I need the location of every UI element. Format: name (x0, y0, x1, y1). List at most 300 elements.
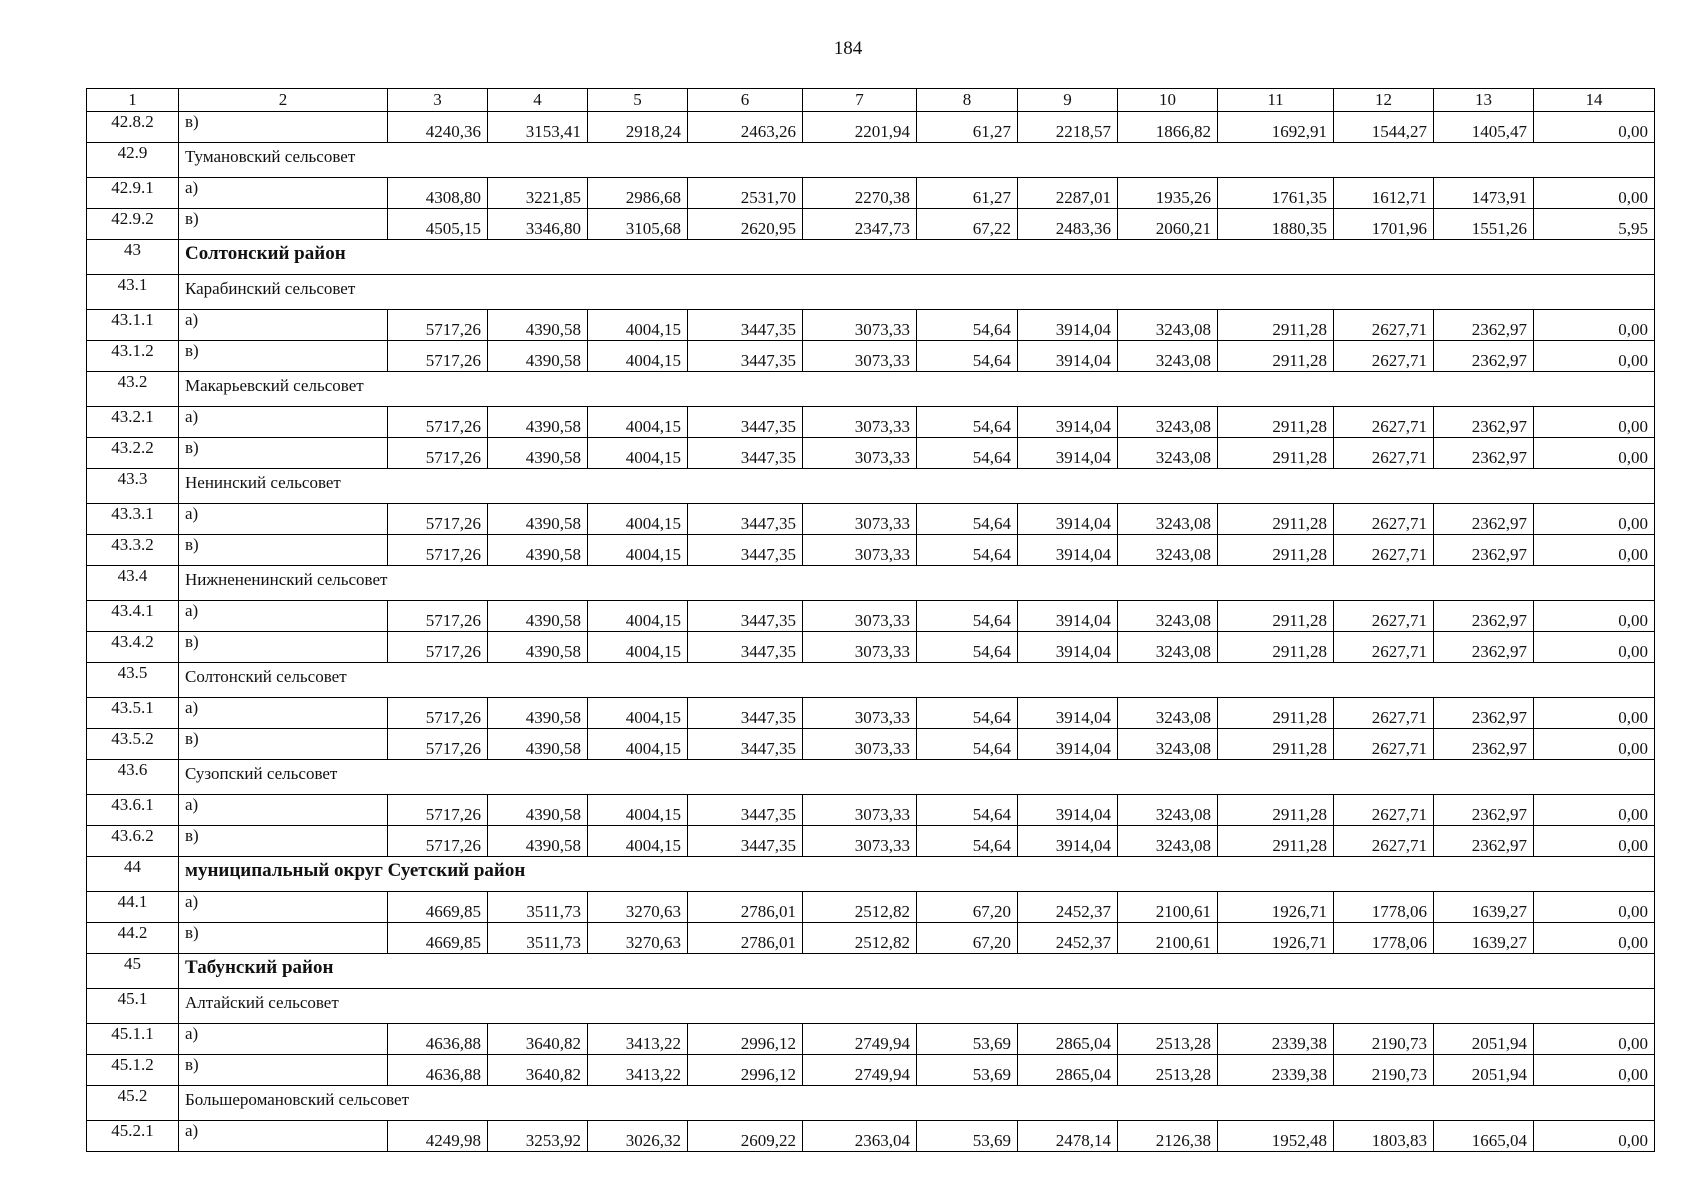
value-cell-col-13: 2362,97 (1434, 438, 1534, 469)
value-cell-col-10: 1866,82 (1118, 112, 1218, 143)
value-cell-col-9: 2452,37 (1018, 923, 1118, 954)
row-code: 43.6.2 (87, 826, 179, 857)
value-cell-col-4: 3346,80 (488, 209, 588, 240)
value-cell-col-3: 5717,26 (388, 601, 488, 632)
column-header: 4 (488, 89, 588, 112)
value-cell-col-8: 54,64 (917, 795, 1018, 826)
value-cell-col-4: 3640,82 (488, 1055, 588, 1086)
value-cell-col-8: 54,64 (917, 535, 1018, 566)
value-cell-col-8: 53,69 (917, 1121, 1018, 1152)
value-cell-col-12: 2627,71 (1334, 407, 1434, 438)
value-cell-col-10: 3243,08 (1118, 729, 1218, 760)
column-header: 3 (388, 89, 488, 112)
value-cell-col-11: 2911,28 (1218, 535, 1334, 566)
value-cell-col-9: 3914,04 (1018, 632, 1118, 663)
value-cell-col-10: 3243,08 (1118, 504, 1218, 535)
row-code: 43.3.1 (87, 504, 179, 535)
value-cell-col-14: 0,00 (1534, 504, 1655, 535)
row-label: в) (179, 632, 388, 663)
table-row (87, 1024, 1655, 1055)
value-cell-col-6: 2996,12 (688, 1055, 803, 1086)
column-header: 11 (1218, 89, 1334, 112)
row-code: 45 (87, 954, 179, 989)
value-cell-col-10: 2513,28 (1118, 1055, 1218, 1086)
value-cell-col-14: 0,00 (1534, 1024, 1655, 1055)
row-code: 45.1 (87, 989, 179, 1024)
row-code: 42.9.2 (87, 209, 179, 240)
value-cell-col-3: 4240,36 (388, 112, 488, 143)
value-cell-col-6: 2609,22 (688, 1121, 803, 1152)
row-code: 42.9.1 (87, 178, 179, 209)
value-cell-col-3: 5717,26 (388, 729, 488, 760)
value-cell-col-13: 2362,97 (1434, 310, 1534, 341)
row-label: а) (179, 407, 388, 438)
value-cell-col-5: 2986,68 (588, 178, 688, 209)
value-cell-col-10: 3243,08 (1118, 438, 1218, 469)
value-cell-col-13: 2362,97 (1434, 795, 1534, 826)
table-row (87, 178, 1655, 209)
council-header-row (87, 760, 1655, 795)
value-cell-col-7: 2512,82 (803, 892, 917, 923)
value-cell-col-4: 4390,58 (488, 438, 588, 469)
value-cell-col-5: 4004,15 (588, 601, 688, 632)
tariff-table (86, 88, 1655, 1152)
row-code: 43.5.1 (87, 698, 179, 729)
row-label: в) (179, 438, 388, 469)
value-cell-col-9: 3914,04 (1018, 601, 1118, 632)
row-code: 43.3.2 (87, 535, 179, 566)
value-cell-col-14: 0,00 (1534, 310, 1655, 341)
value-cell-col-14: 0,00 (1534, 795, 1655, 826)
column-header: 1 (87, 89, 179, 112)
value-cell-col-7: 2201,94 (803, 112, 917, 143)
value-cell-col-4: 4390,58 (488, 698, 588, 729)
value-cell-col-10: 2100,61 (1118, 923, 1218, 954)
value-cell-col-4: 3511,73 (488, 892, 588, 923)
value-cell-col-14: 0,00 (1534, 341, 1655, 372)
value-cell-col-12: 1778,06 (1334, 923, 1434, 954)
value-cell-col-9: 2865,04 (1018, 1055, 1118, 1086)
district-header-row (87, 954, 1655, 989)
value-cell-col-14: 0,00 (1534, 178, 1655, 209)
table-row (87, 632, 1655, 663)
value-cell-col-8: 54,64 (917, 601, 1018, 632)
value-cell-col-11: 2911,28 (1218, 438, 1334, 469)
value-cell-col-7: 3073,33 (803, 601, 917, 632)
value-cell-col-13: 2362,97 (1434, 601, 1534, 632)
row-code: 43.1 (87, 275, 179, 310)
value-cell-col-14: 0,00 (1534, 698, 1655, 729)
value-cell-col-13: 1473,91 (1434, 178, 1534, 209)
value-cell-col-9: 3914,04 (1018, 504, 1118, 535)
value-cell-col-4: 3221,85 (488, 178, 588, 209)
value-cell-col-14: 0,00 (1534, 826, 1655, 857)
value-cell-col-11: 2911,28 (1218, 826, 1334, 857)
column-header: 13 (1434, 89, 1534, 112)
value-cell-col-14: 0,00 (1534, 892, 1655, 923)
row-code: 43.2.1 (87, 407, 179, 438)
value-cell-col-5: 4004,15 (588, 504, 688, 535)
value-cell-col-6: 3447,35 (688, 795, 803, 826)
value-cell-col-3: 4636,88 (388, 1055, 488, 1086)
value-cell-col-7: 3073,33 (803, 310, 917, 341)
value-cell-col-12: 2627,71 (1334, 535, 1434, 566)
value-cell-col-5: 2918,24 (588, 112, 688, 143)
value-cell-col-7: 3073,33 (803, 826, 917, 857)
value-cell-col-14: 0,00 (1534, 438, 1655, 469)
value-cell-col-4: 4390,58 (488, 601, 588, 632)
value-cell-col-8: 67,20 (917, 923, 1018, 954)
value-cell-col-11: 2911,28 (1218, 310, 1334, 341)
row-code: 43.4.2 (87, 632, 179, 663)
value-cell-col-5: 3413,22 (588, 1055, 688, 1086)
value-cell-col-3: 5717,26 (388, 632, 488, 663)
value-cell-col-3: 5717,26 (388, 310, 488, 341)
value-cell-col-8: 54,64 (917, 729, 1018, 760)
row-label: в) (179, 923, 388, 954)
value-cell-col-5: 4004,15 (588, 407, 688, 438)
row-label: в) (179, 341, 388, 372)
council-header-row (87, 469, 1655, 504)
value-cell-col-7: 2363,04 (803, 1121, 917, 1152)
value-cell-col-5: 3105,68 (588, 209, 688, 240)
council-name: Большеромановский сельсовет (179, 1086, 1655, 1121)
value-cell-col-11: 2339,38 (1218, 1055, 1334, 1086)
value-cell-col-4: 4390,58 (488, 795, 588, 826)
value-cell-col-13: 2362,97 (1434, 632, 1534, 663)
column-header: 2 (179, 89, 388, 112)
row-code: 44 (87, 857, 179, 892)
row-label: а) (179, 1121, 388, 1152)
value-cell-col-8: 54,64 (917, 438, 1018, 469)
row-label: в) (179, 729, 388, 760)
value-cell-col-13: 2051,94 (1434, 1055, 1534, 1086)
row-code: 43.2.2 (87, 438, 179, 469)
row-code: 43.4 (87, 566, 179, 601)
value-cell-col-14: 0,00 (1534, 632, 1655, 663)
column-header: 14 (1534, 89, 1655, 112)
council-header-row (87, 989, 1655, 1024)
table-row (87, 1055, 1655, 1086)
row-code: 43 (87, 240, 179, 275)
value-cell-col-11: 2911,28 (1218, 632, 1334, 663)
row-label: а) (179, 601, 388, 632)
row-label: а) (179, 795, 388, 826)
value-cell-col-3: 4636,88 (388, 1024, 488, 1055)
table-row (87, 341, 1655, 372)
value-cell-col-3: 5717,26 (388, 795, 488, 826)
value-cell-col-12: 1612,71 (1334, 178, 1434, 209)
value-cell-col-3: 5717,26 (388, 407, 488, 438)
value-cell-col-13: 1639,27 (1434, 923, 1534, 954)
column-header: 5 (588, 89, 688, 112)
council-name: Алтайский сельсовет (179, 989, 1655, 1024)
value-cell-col-4: 4390,58 (488, 826, 588, 857)
value-cell-col-6: 2786,01 (688, 892, 803, 923)
value-cell-col-6: 2786,01 (688, 923, 803, 954)
value-cell-col-12: 1778,06 (1334, 892, 1434, 923)
value-cell-col-13: 2362,97 (1434, 504, 1534, 535)
column-header: 12 (1334, 89, 1434, 112)
value-cell-col-7: 3073,33 (803, 535, 917, 566)
value-cell-col-10: 3243,08 (1118, 632, 1218, 663)
table-row (87, 407, 1655, 438)
table-row (87, 438, 1655, 469)
value-cell-col-7: 2270,38 (803, 178, 917, 209)
value-cell-col-3: 4669,85 (388, 923, 488, 954)
value-cell-col-13: 1551,26 (1434, 209, 1534, 240)
value-cell-col-5: 4004,15 (588, 698, 688, 729)
value-cell-col-8: 61,27 (917, 112, 1018, 143)
value-cell-col-6: 3447,35 (688, 438, 803, 469)
value-cell-col-6: 3447,35 (688, 310, 803, 341)
value-cell-col-5: 4004,15 (588, 438, 688, 469)
value-cell-col-10: 2513,28 (1118, 1024, 1218, 1055)
value-cell-col-10: 3243,08 (1118, 826, 1218, 857)
table-row (87, 923, 1655, 954)
value-cell-col-9: 3914,04 (1018, 407, 1118, 438)
row-code: 43.4.1 (87, 601, 179, 632)
value-cell-col-5: 3026,32 (588, 1121, 688, 1152)
district-name: Солтонский район (179, 240, 1655, 275)
column-header: 9 (1018, 89, 1118, 112)
value-cell-col-8: 54,64 (917, 632, 1018, 663)
council-header-row (87, 275, 1655, 310)
value-cell-col-11: 1926,71 (1218, 923, 1334, 954)
value-cell-col-10: 3243,08 (1118, 795, 1218, 826)
value-cell-col-8: 54,64 (917, 504, 1018, 535)
value-cell-col-7: 3073,33 (803, 698, 917, 729)
row-label: а) (179, 504, 388, 535)
value-cell-col-14: 0,00 (1534, 601, 1655, 632)
value-cell-col-11: 2911,28 (1218, 504, 1334, 535)
value-cell-col-3: 5717,26 (388, 438, 488, 469)
row-code: 43.6.1 (87, 795, 179, 826)
column-header: 8 (917, 89, 1018, 112)
value-cell-col-6: 3447,35 (688, 632, 803, 663)
value-cell-col-6: 3447,35 (688, 341, 803, 372)
value-cell-col-6: 3447,35 (688, 601, 803, 632)
value-cell-col-12: 2627,71 (1334, 341, 1434, 372)
value-cell-col-5: 4004,15 (588, 632, 688, 663)
value-cell-col-6: 3447,35 (688, 729, 803, 760)
table-row (87, 310, 1655, 341)
value-cell-col-8: 61,27 (917, 178, 1018, 209)
column-header: 10 (1118, 89, 1218, 112)
value-cell-col-3: 4669,85 (388, 892, 488, 923)
column-number-row (87, 89, 1655, 112)
value-cell-col-12: 2627,71 (1334, 438, 1434, 469)
value-cell-col-7: 3073,33 (803, 795, 917, 826)
value-cell-col-8: 53,69 (917, 1055, 1018, 1086)
value-cell-col-9: 3914,04 (1018, 438, 1118, 469)
row-code: 44.1 (87, 892, 179, 923)
value-cell-col-9: 3914,04 (1018, 698, 1118, 729)
council-header-row (87, 372, 1655, 407)
value-cell-col-6: 2463,26 (688, 112, 803, 143)
value-cell-col-13: 2051,94 (1434, 1024, 1534, 1055)
value-cell-col-3: 5717,26 (388, 826, 488, 857)
table-row (87, 209, 1655, 240)
value-cell-col-12: 2190,73 (1334, 1024, 1434, 1055)
value-cell-col-12: 2627,71 (1334, 698, 1434, 729)
council-name: Тумановский сельсовет (179, 143, 1655, 178)
column-header: 7 (803, 89, 917, 112)
value-cell-col-3: 5717,26 (388, 698, 488, 729)
value-cell-col-10: 3243,08 (1118, 407, 1218, 438)
district-name: Табунский район (179, 954, 1655, 989)
value-cell-col-14: 0,00 (1534, 923, 1655, 954)
value-cell-col-8: 54,64 (917, 310, 1018, 341)
value-cell-col-13: 1665,04 (1434, 1121, 1534, 1152)
value-cell-col-12: 1803,83 (1334, 1121, 1434, 1152)
value-cell-col-12: 2627,71 (1334, 729, 1434, 760)
value-cell-col-12: 2627,71 (1334, 795, 1434, 826)
council-header-row (87, 566, 1655, 601)
value-cell-col-13: 2362,97 (1434, 729, 1534, 760)
council-name: Солтонский сельсовет (179, 663, 1655, 698)
value-cell-col-9: 3914,04 (1018, 535, 1118, 566)
value-cell-col-5: 4004,15 (588, 729, 688, 760)
value-cell-col-7: 2749,94 (803, 1024, 917, 1055)
value-cell-col-13: 1639,27 (1434, 892, 1534, 923)
row-label: в) (179, 209, 388, 240)
council-header-row (87, 143, 1655, 178)
row-code: 43.1.1 (87, 310, 179, 341)
value-cell-col-3: 4505,15 (388, 209, 488, 240)
value-cell-col-10: 2060,21 (1118, 209, 1218, 240)
value-cell-col-6: 2620,95 (688, 209, 803, 240)
value-cell-col-11: 1952,48 (1218, 1121, 1334, 1152)
council-header-row (87, 663, 1655, 698)
value-cell-col-4: 3253,92 (488, 1121, 588, 1152)
value-cell-col-7: 2347,73 (803, 209, 917, 240)
row-code: 43.6 (87, 760, 179, 795)
value-cell-col-14: 5,95 (1534, 209, 1655, 240)
row-label: в) (179, 112, 388, 143)
value-cell-col-12: 2190,73 (1334, 1055, 1434, 1086)
value-cell-col-13: 2362,97 (1434, 698, 1534, 729)
table-row (87, 698, 1655, 729)
value-cell-col-10: 3243,08 (1118, 310, 1218, 341)
row-code: 45.2.1 (87, 1121, 179, 1152)
value-cell-col-14: 0,00 (1534, 407, 1655, 438)
table-row (87, 729, 1655, 760)
row-code: 44.2 (87, 923, 179, 954)
value-cell-col-4: 4390,58 (488, 535, 588, 566)
row-code: 45.2 (87, 1086, 179, 1121)
value-cell-col-13: 2362,97 (1434, 826, 1534, 857)
value-cell-col-4: 4390,58 (488, 632, 588, 663)
table-row (87, 601, 1655, 632)
value-cell-col-9: 3914,04 (1018, 795, 1118, 826)
value-cell-col-7: 3073,33 (803, 438, 917, 469)
value-cell-col-7: 2749,94 (803, 1055, 917, 1086)
value-cell-col-8: 54,64 (917, 698, 1018, 729)
value-cell-col-12: 2627,71 (1334, 504, 1434, 535)
value-cell-col-9: 2287,01 (1018, 178, 1118, 209)
value-cell-col-3: 4249,98 (388, 1121, 488, 1152)
value-cell-col-11: 1880,35 (1218, 209, 1334, 240)
row-label: в) (179, 1055, 388, 1086)
value-cell-col-11: 2911,28 (1218, 407, 1334, 438)
value-cell-col-11: 2911,28 (1218, 795, 1334, 826)
value-cell-col-7: 3073,33 (803, 632, 917, 663)
value-cell-col-6: 2996,12 (688, 1024, 803, 1055)
value-cell-col-4: 4390,58 (488, 729, 588, 760)
council-name: Нижнененинский сельсовет (179, 566, 1655, 601)
value-cell-col-11: 2911,28 (1218, 698, 1334, 729)
value-cell-col-9: 2478,14 (1018, 1121, 1118, 1152)
value-cell-col-8: 53,69 (917, 1024, 1018, 1055)
value-cell-col-5: 3413,22 (588, 1024, 688, 1055)
value-cell-col-13: 2362,97 (1434, 407, 1534, 438)
value-cell-col-4: 3153,41 (488, 112, 588, 143)
value-cell-col-7: 3073,33 (803, 729, 917, 760)
table-row (87, 535, 1655, 566)
value-cell-col-5: 3270,63 (588, 923, 688, 954)
value-cell-col-5: 4004,15 (588, 826, 688, 857)
council-name: Макарьевский сельсовет (179, 372, 1655, 407)
value-cell-col-4: 4390,58 (488, 504, 588, 535)
value-cell-col-14: 0,00 (1534, 112, 1655, 143)
value-cell-col-10: 3243,08 (1118, 698, 1218, 729)
value-cell-col-7: 2512,82 (803, 923, 917, 954)
value-cell-col-6: 3447,35 (688, 698, 803, 729)
page-number: 184 (833, 38, 863, 59)
row-code: 43.5 (87, 663, 179, 698)
value-cell-col-8: 54,64 (917, 341, 1018, 372)
value-cell-col-9: 2452,37 (1018, 892, 1118, 923)
value-cell-col-3: 4308,80 (388, 178, 488, 209)
value-cell-col-9: 3914,04 (1018, 310, 1118, 341)
value-cell-col-12: 2627,71 (1334, 632, 1434, 663)
value-cell-col-14: 0,00 (1534, 1121, 1655, 1152)
value-cell-col-4: 3511,73 (488, 923, 588, 954)
value-cell-col-3: 5717,26 (388, 341, 488, 372)
value-cell-col-11: 2911,28 (1218, 341, 1334, 372)
value-cell-col-7: 3073,33 (803, 407, 917, 438)
value-cell-col-6: 2531,70 (688, 178, 803, 209)
value-cell-col-7: 3073,33 (803, 504, 917, 535)
value-cell-col-9: 3914,04 (1018, 729, 1118, 760)
table-row (87, 112, 1655, 143)
row-label: а) (179, 892, 388, 923)
row-code: 42.8.2 (87, 112, 179, 143)
table-row (87, 826, 1655, 857)
table-row (87, 795, 1655, 826)
value-cell-col-13: 1405,47 (1434, 112, 1534, 143)
row-label: а) (179, 310, 388, 341)
value-cell-col-9: 2483,36 (1018, 209, 1118, 240)
value-cell-col-3: 5717,26 (388, 535, 488, 566)
value-cell-col-11: 2911,28 (1218, 601, 1334, 632)
value-cell-col-8: 67,22 (917, 209, 1018, 240)
value-cell-col-14: 0,00 (1534, 535, 1655, 566)
value-cell-col-7: 3073,33 (803, 341, 917, 372)
column-header: 6 (688, 89, 803, 112)
value-cell-col-10: 2126,38 (1118, 1121, 1218, 1152)
value-cell-col-8: 54,64 (917, 407, 1018, 438)
value-cell-col-6: 3447,35 (688, 826, 803, 857)
value-cell-col-4: 4390,58 (488, 310, 588, 341)
value-cell-col-12: 2627,71 (1334, 310, 1434, 341)
district-header-row (87, 240, 1655, 275)
value-cell-col-14: 0,00 (1534, 1055, 1655, 1086)
value-cell-col-9: 2218,57 (1018, 112, 1118, 143)
table-row (87, 504, 1655, 535)
value-cell-col-4: 3640,82 (488, 1024, 588, 1055)
